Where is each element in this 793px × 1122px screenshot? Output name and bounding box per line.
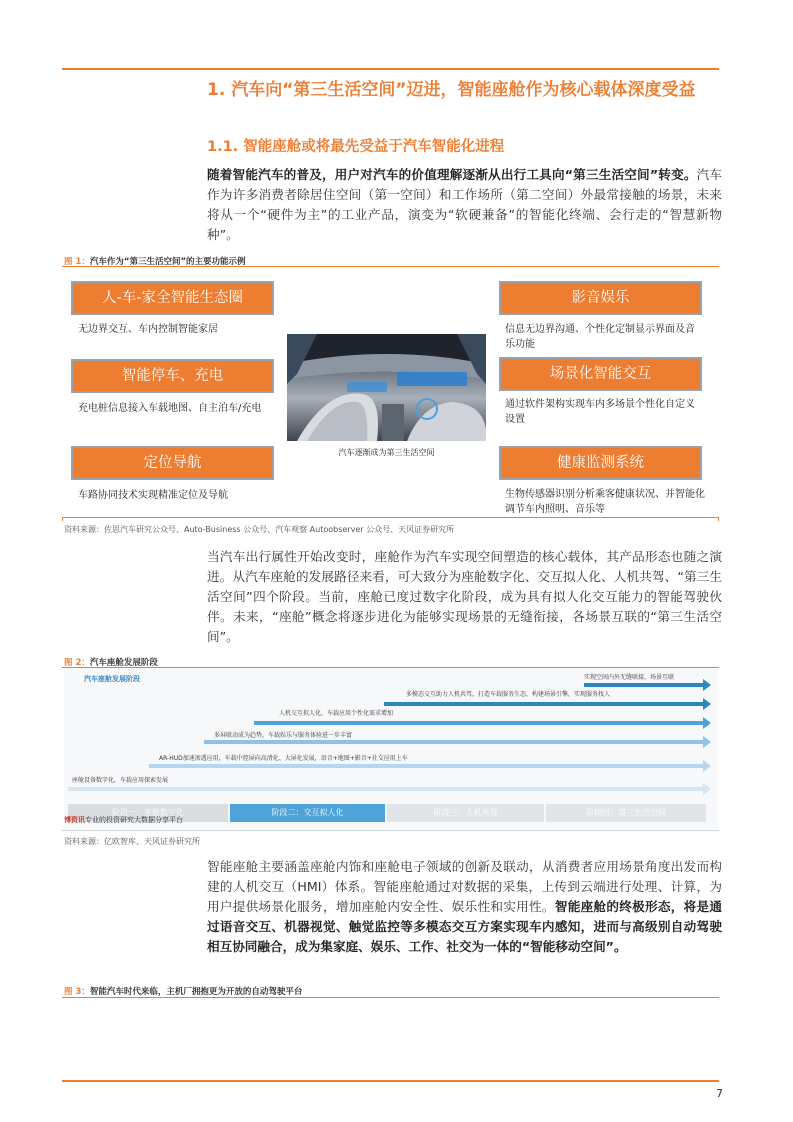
cockpit-stage-timeline — [64, 668, 718, 828]
top-rule — [62, 68, 719, 70]
intro-bold-sentence: 随着智能汽车的普及，用户对汽车的价值理解逐渐从出行工具向“第三生活空间”转变。 — [207, 167, 697, 182]
feature-scene-interaction: 场景化智能交互 — [499, 357, 702, 391]
feature-smart-home-ecosystem: 人-车-家全智能生态圈 — [71, 281, 274, 315]
timeline-row-3: 人机交互拟人化，车载应用个性化需求增加 — [279, 710, 394, 717]
timeline-row-1: 实现空间内外无缝联接，场景互联 — [584, 674, 675, 681]
stage-3: 阶段三：人机共驾 — [387, 804, 544, 822]
figure2-source: 资料来源：亿欧智库、天风证券研究所 — [64, 837, 200, 846]
feature-entertainment-desc: 信息无边界沟通、个性化定制显示界面及音乐功能 — [505, 324, 695, 350]
page-number: 7 — [716, 1087, 723, 1100]
timeline-arrow-5 — [149, 764, 704, 768]
feature-navigation: 定位导航 — [71, 446, 274, 480]
feature-health-monitoring-desc: 生物传感器识别分析乘客健康状况、并智能化调节车内照明、音乐等 — [505, 489, 705, 515]
stage-4: 阶段四：第三生活空间 — [546, 804, 706, 822]
figure3-label: 图 3： — [64, 987, 90, 997]
watermark-brand: 博资讯 — [64, 816, 85, 824]
intro-rest: 汽车作为许多消费者除居住空间（第一空间）和工作场所（第二空间）外最常接触的场景，未来将从一个“硬件为主”的工业产品，演变为“软硬兼备”的智能化终端、会行走的“智慧新物种”。 — [207, 167, 722, 242]
timeline-arrow-4 — [204, 740, 704, 744]
figure1-label: 图 1： — [64, 257, 90, 267]
timeline-arrow-6 — [68, 787, 704, 791]
figure2-label: 图 2： — [64, 658, 90, 668]
feature-smart-home-desc: 无边界交互、车内控制智能家居 — [78, 324, 218, 335]
car-image-caption: 汽车逐渐成为第三生活空间 — [338, 448, 435, 457]
timeline-arrow-3 — [254, 721, 704, 725]
timeline-row-4: 多屏联动成为趋势，车载娱乐与服务体验进一步丰富 — [214, 732, 353, 739]
subsection-heading: 1.1. 智能座舱或将最先受益于汽车智能化进程 — [207, 139, 505, 155]
feature-scene-interaction-desc: 通过软件架构实现车内多场景个性化自定义设置 — [505, 399, 695, 425]
timeline-arrow-2 — [384, 702, 704, 706]
watermark-text: 专业的投资研究大数据分享平台 — [85, 816, 183, 824]
smart-cockpit-plain: 智能座舱主要涵盖座舱内饰和座舱电子领域的创新及联动，从消费者应用场景角度出发而构建的人机交互（HMI）体系。智能座舱通过对数据的采集，上传到云端进行处理、计算，为用户提供场景化服务，增加座舱内安全性、娱乐性和实用性。 — [207, 859, 722, 914]
timeline-chart-title: 汽车座舱发展阶段 — [84, 675, 140, 683]
figure2-title-text: 汽车座舱发展阶段 — [89, 658, 158, 668]
smart-cockpit-bold: 智能座舱的终极形态，将是通过语音交互、机器视觉、触觉监控等多模态交互方案实现车内感知，进而与高级别自动驾驶相互协同融合，成为集家庭、娱乐、工作、社交为一体的“智能移动空间”。 — [207, 899, 723, 954]
feature-smart-parking: 智能停车、充电 — [71, 359, 274, 393]
stage-1: 阶段一：座舱数字化 — [68, 804, 228, 822]
timeline-row-2: 多模态交互助力人机共驾，打造车载服务生态，构建场景引擎，实现服务找人 — [406, 691, 611, 698]
feature-navigation-desc: 车路协同技术实现精准定位及导航 — [78, 490, 228, 501]
watermark — [64, 815, 183, 825]
stage-2: 阶段二：交互拟人化 — [230, 804, 385, 822]
figure1-title-text: 汽车作为“第三生活空间”的主要功能示例 — [89, 257, 246, 267]
timeline-row-5: AR-HUD加速渗透应用，车载中控屏向高清化、大屏化发展，语音+地图+影音+社交应用上车 — [159, 755, 408, 762]
development-paragraph: 当汽车出行属性开始改变时，座舱作为汽车实现空间塑造的核心载体，其产品形态也随之演进。从汽车座舱的发展路径来看，可大致分为座舱数字化、交互拟人化、人机共驾、“第三生活空间”四个阶段。当前，座舱已度过数字化阶段，成为具有拟人化交互能力的智能驾驶伙伴。未来，“座舱”概念将逐步进化为能够实现场景的无缝衔接，各场景互联的“第三生活空间”。 — [207, 549, 722, 644]
timeline-row-6: 座舱设备数字化，车载应用探索发展 — [72, 777, 169, 784]
figure3-title-text: 智能汽车时代来临，主机厂拥抱更为开放的自动驾驶平台 — [89, 987, 303, 997]
car-interior-image — [287, 334, 486, 441]
section-heading: 1. 汽车向“第三生活空间”迈进，智能座舱作为核心载体深度受益 — [207, 80, 696, 100]
figure1-source: 资料来源：佐思汽车研究公众号、Auto-Business 公众号、汽车观察 Autoobserver 公众号、天风证券研究所 — [64, 525, 455, 534]
timeline-arrow-1 — [584, 683, 704, 687]
intro-paragraph — [207, 165, 722, 245]
smart-cockpit-paragraph — [207, 857, 722, 957]
feature-health-monitoring: 健康监测系统 — [499, 446, 702, 480]
feature-smart-parking-desc: 充电桩信息接入车载地图、自主泊车/充电 — [78, 403, 262, 414]
bottom-rule — [62, 1080, 719, 1082]
feature-entertainment: 影音娱乐 — [499, 281, 702, 315]
figure3-title — [64, 985, 302, 997]
figure3-frame — [62, 997, 719, 998]
